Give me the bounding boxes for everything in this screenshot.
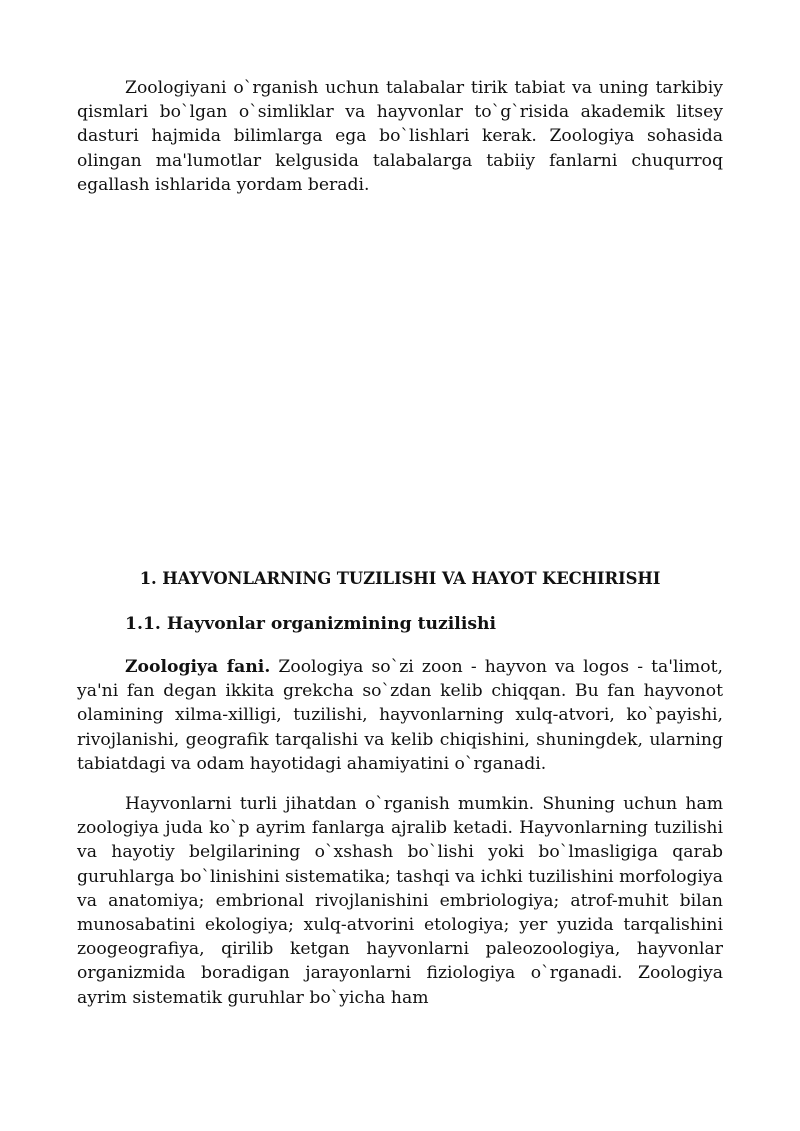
paragraph-hayvonlarni: Hayvonlarni turli jihatdan o`rganish mumkin. Shuning uchun ham zoologiya juda ko`p ayrim fanlarga ajralib ketadi. Hayvonlarning tuzilishi va hayotiy belgilarining o`xshash bo`lishi yoki bo`lmasligiga qarab guruhlarga bo`linishini sistematika; tashqi va ichki tuzilishini morfologiya va anatomiya; embrional rivojlanishini embriologiya; atrof-muhit bilan munosabatini ekologiya; xulq-atvorini etologiya; yer yuzida tarqalishini zoogeografiya, qirilib ketgan hayvonlarni paleozoologiya, hayvonlar organizmida boradigan jarayonlarni fiziologiya o`rganadi. Zoologiya ayrim sistematik guruhlar bo`yicha ham	[77, 794, 723, 1008]
intro-paragraph: Zoologiyani o`rganish uchun talabalar tirik tabiat va uning tarkibiy qismlari bo`lgan o`simliklar va hayvonlar to`g`risida akademik litsey dasturi hajmida bilimlarga ega bo`lishlari kerak. Zoologiya sohasida olingan ma'lumotlar kelgusida talabalarga tabiiy fanlarni chuqurroq egallash ishlarida yordam beradi.	[77, 78, 723, 195]
intro-section	[77, 70, 723, 197]
chapter-title: 1. HAYVONLARNING TUZILISHI VA HAYOT KECHIRISHI	[139, 569, 661, 588]
paragraph-zoologiya-fani	[77, 655, 723, 776]
body-text	[77, 655, 723, 1010]
paragraph-lead: Zoologiya fani.	[125, 657, 271, 677]
section-title: 1.1. Hayvonlar organizmining tuzilishi	[125, 614, 497, 634]
paragraph-text: Zoologiya so`zi zoon - hayvon va logos - ta'limot, ya'ni fan degan ikkita grekcha so`zdan kelib chiqqan. Bu fan hayvonot olamining xilma-xilligi, tuzilishi, hayvonlarning xulq-atvori, ko`payishi, rivojlanishi, geografik tarqalishi va kelib chiqishini, shuningdek, ularning tabiatdagi va odam hayotidagi ahamiyatini o`rganadi.	[77, 657, 723, 774]
